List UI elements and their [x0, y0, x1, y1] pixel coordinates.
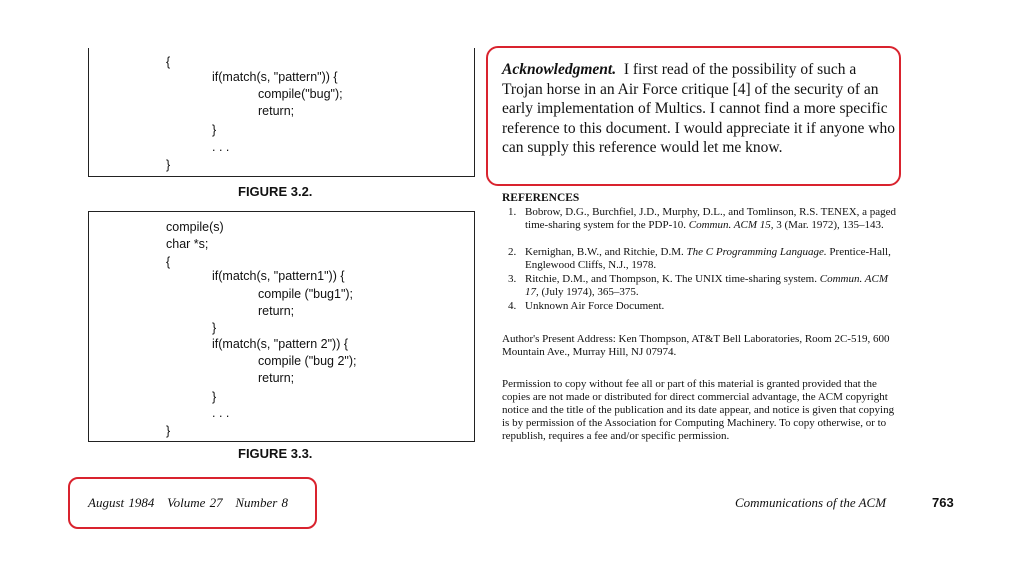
- code-line: }: [166, 158, 171, 172]
- figure-caption: FIGURE 3.2.: [238, 184, 313, 199]
- code-line: }: [166, 424, 171, 438]
- code-line: }: [212, 321, 217, 335]
- code-line: if(match(s, "pattern1")) {: [212, 269, 345, 283]
- reference-text: Bobrow, D.G., Burchfiel, J.D., Murphy, D.L., and Tomlinson, R.S. TENEX, a paged time-sharing system for the PDP-10.: [525, 206, 897, 231]
- code-line: return;: [258, 104, 295, 118]
- figure-caption: FIGURE 3.3.: [238, 446, 313, 461]
- reference-text: Ritchie, D.M., and Thompson, K. The UNIX time-sharing system.: [525, 273, 817, 285]
- reference-text: (July 1974), 365–375.: [541, 286, 639, 298]
- acknowledgment-paragraph: [502, 60, 896, 158]
- reference-italic: The C Programming Language.: [686, 246, 827, 258]
- code-line: {: [166, 55, 171, 69]
- code-line: compile ("bug1");: [258, 287, 354, 301]
- figure-3-3-box: [88, 211, 475, 442]
- code-line: if(match(s, "pattern 2")) {: [212, 337, 348, 351]
- reference-text: 3 (Mar. 1972), 135–143.: [776, 219, 884, 231]
- reference-number: 4.: [508, 300, 517, 312]
- code-line: return;: [258, 371, 295, 385]
- reference-italic: Commun. ACM 17,: [525, 273, 888, 298]
- code-line: . . .: [212, 140, 230, 154]
- code-line: . . .: [212, 406, 230, 420]
- code-line: if(match(s, "pattern")) {: [212, 70, 338, 84]
- reference-text: Kernighan, B.W., and Ritchie, D.M.: [525, 246, 684, 258]
- reference-number: 3.: [508, 273, 517, 285]
- code-line: char *s;: [166, 237, 209, 251]
- code-line: return;: [258, 304, 295, 318]
- code-line: compile("bug");: [258, 87, 343, 101]
- code-line: compile(s): [166, 220, 224, 234]
- reference-text: Prentice-Hall, Englewood Cliffs, N.J., 1978.: [525, 246, 891, 271]
- reference-text: Unknown Air Force Document.: [525, 300, 665, 312]
- reference-italic: Commun. ACM 15,: [688, 219, 774, 231]
- permission-notice: Permission to copy without fee all or part of this material is granted provided that the copies are not made or distributed for direct commercial advantage, the ACM copyright notice and the title of the publication and its date appear, and notice is given that copying is by permission of the Association for Computing Machinery. To copy otherwise, or to republish, requires a fee and/or specific permission.: [502, 378, 895, 442]
- journal-name: Communications of the ACM: [735, 495, 887, 510]
- code-line: }: [212, 123, 217, 137]
- acknowledgment-heading: Acknowledgment.: [502, 61, 617, 78]
- references-title: REFERENCES: [502, 192, 580, 204]
- reference-number: 2.: [508, 246, 517, 258]
- author-address: Author's Present Address: Ken Thompson, AT&T Bell Laboratories, Room 2C-519, 600 Mountain Ave., Murray Hill, NJ 07974.: [502, 333, 890, 358]
- issue-info: August 1984 Volume 27 Number 8: [88, 495, 289, 510]
- acknowledgment-body: I first read of the possibility of such a Trojan horse in an Air Force critique [4] of the security of an early implementation of Multics. I cannot find a more specific reference to this document. I would appreciate it if anyone who can supply this reference would let me know.: [502, 61, 895, 156]
- page-number: 763: [932, 495, 954, 510]
- code-line: }: [212, 390, 217, 404]
- reference-number: 1.: [508, 206, 517, 218]
- code-line: compile ("bug 2");: [258, 354, 357, 368]
- code-line: {: [166, 255, 171, 269]
